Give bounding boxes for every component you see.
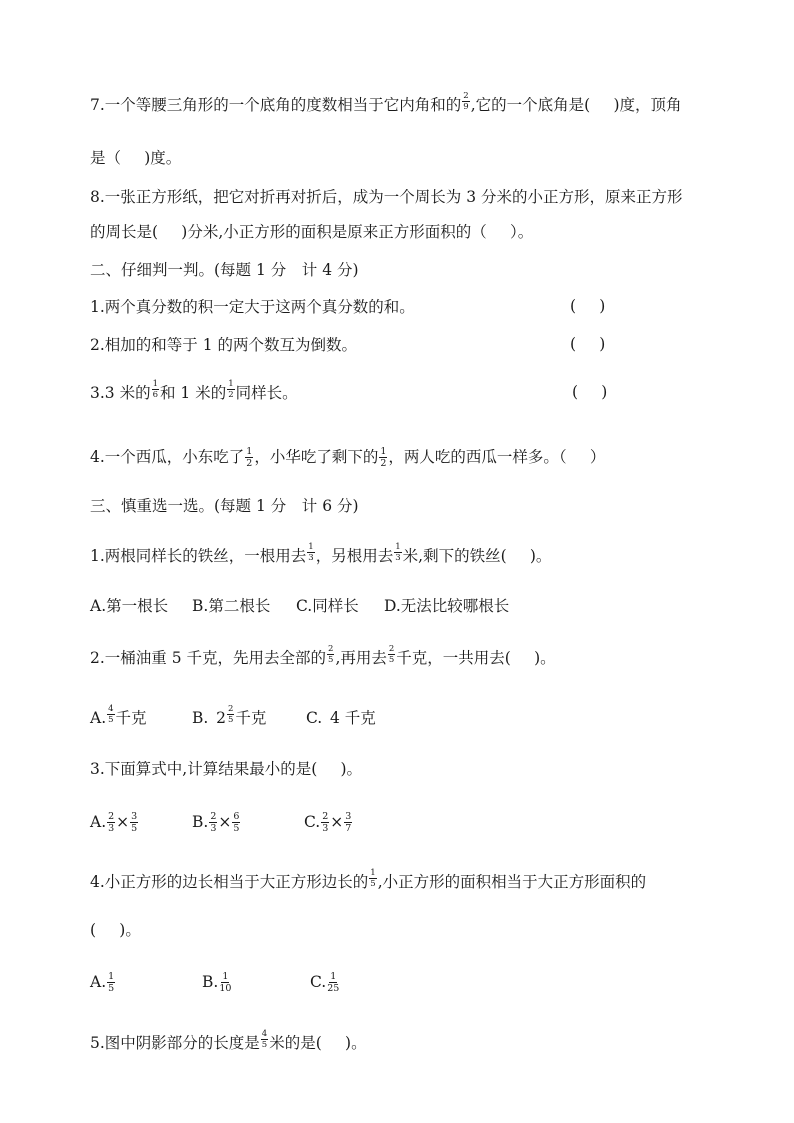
- q7-text-a: 7.一个等腰三角形的一个底角的度数相当于它内角和的: [90, 96, 462, 114]
- option-c: C. $\frac{2}{3}$ × $\frac{3}{7}$: [304, 810, 352, 834]
- times-sign: ×: [330, 813, 344, 831]
- option-c: C. $\frac{1}{25}$: [310, 970, 340, 994]
- option-b: B. 2 $\frac{2}{5}$ 千克: [192, 703, 267, 727]
- q7-line1: [90, 90, 682, 116]
- q8-line2: 的周长是( )分米,小正方形的面积是原来正方形面积的（ ）。: [90, 223, 534, 241]
- fraction: $\frac{3}{5}$: [131, 810, 138, 834]
- q7-text-b: ,它的一个底角是( )度，顶角: [470, 96, 682, 114]
- option-d: D.无法比较哪根长: [384, 597, 510, 615]
- option-c: C. 4 千克: [306, 709, 376, 727]
- fraction: $\frac{2}{5}$: [328, 643, 334, 665]
- times-sign: ×: [116, 813, 130, 831]
- fraction: $\frac{4}{5}$: [108, 703, 114, 725]
- fraction: $\frac{6}{5}$: [233, 810, 240, 834]
- fraction: $\frac{2}{5}$: [227, 703, 234, 725]
- fraction: $\frac{2}{3}$: [210, 810, 217, 834]
- sec3-q3: 3.下面算式中,计算结果最小的是( )。: [90, 760, 363, 778]
- times-sign: ×: [218, 813, 232, 831]
- fraction: $\frac{1}{6}$: [152, 378, 158, 400]
- option-c: C.同样长: [296, 597, 359, 615]
- fraction: $\frac{1}{2}$: [246, 445, 253, 469]
- q7-fraction: $\frac{2}{9}$: [463, 90, 469, 112]
- fraction: $\frac{3}{7}$: [345, 810, 352, 834]
- sec2-q1-answer: ( ): [570, 297, 606, 315]
- sec2-q2: 2.相加的和等于 1 的两个数互为倒数。: [90, 336, 358, 354]
- option-b: B. $\frac{1}{10}$: [202, 970, 232, 994]
- q7-line2: 是（ )度。: [90, 149, 182, 167]
- sec2-q3: 3.3 米的 $\frac{1}{6}$ 和 1 米的 $\frac{1}{2}$ 同样长。: [90, 378, 298, 402]
- sec3-q4-options: [90, 970, 340, 994]
- sec2-q3-answer: ( ): [572, 383, 608, 401]
- sec3-q4-line1: 4.小正方形的边长相当于大正方形边长的 $\frac{1}{5}$ ,小正方形的面积相当于大正方形面积的: [90, 867, 647, 891]
- fraction: $\frac{1}{2}$: [228, 378, 234, 400]
- fraction: $\frac{1}{3}$: [308, 541, 314, 563]
- option-a: A.第一根长: [90, 597, 169, 615]
- fraction: $\frac{1}{10}$: [219, 970, 232, 994]
- sec2-q1: 1.两个真分数的积一定大于这两个真分数的和。: [90, 298, 415, 316]
- sec3-q4-line2: ( )。: [90, 921, 141, 939]
- fraction: $\frac{4}{5}$: [261, 1028, 268, 1050]
- q8-line1: 8.一张正方形纸，把它对折再对折后，成为一个周长为 3 分米的小正方形，原来正方形: [90, 188, 683, 206]
- sec3-q1: 1.两根同样长的铁丝，一根用去 $\frac{1}{3}$ ，另根用去 $\frac{1}{3}$ 米,剩下的铁丝( )。: [90, 541, 552, 565]
- section3-title: 三、慎重选一选。(每题 1 分 计 6 分): [90, 497, 359, 515]
- option-a: A. $\frac{4}{5}$ 千克: [90, 703, 147, 727]
- sec3-q2: 2.一桶油重 5 千克，先用去全部的 $\frac{2}{5}$ ,再用去 $\frac{2}{5}$ 千克，一共用去( )。: [90, 643, 556, 667]
- fraction: $\frac{1}{25}$: [327, 970, 340, 994]
- sec2-q2-answer: ( ): [570, 335, 606, 353]
- section2-title: 二、仔细判一判。(每题 1 分 计 4 分): [90, 261, 359, 279]
- option-b: B.第二根长: [192, 597, 271, 615]
- fraction: $\frac{1}{5}$: [108, 970, 115, 994]
- fraction: $\frac{2}{5}$: [388, 643, 395, 665]
- option-b: B. $\frac{2}{3}$ × $\frac{6}{5}$: [192, 810, 240, 834]
- sec3-q2-options: [90, 703, 376, 729]
- sec3-q3-options: [90, 810, 352, 834]
- sec3-q5: 5.图中阴影部分的长度是 $\frac{4}{5}$ 米的是( )。: [90, 1028, 367, 1052]
- sec2-q4: 4.一个西瓜，小东吃了 $\frac{1}{2}$ ，小华吃了剩下的 $\frac{1}{2}$ ，两人吃的西瓜一样多。（ ）: [90, 445, 606, 469]
- fraction: $\frac{2}{3}$: [108, 810, 115, 834]
- fraction: $\frac{1}{3}$: [395, 541, 401, 563]
- sec3-q1-options: [90, 596, 510, 616]
- fraction: $\frac{1}{5}$: [370, 867, 376, 889]
- option-a: A. $\frac{2}{3}$ × $\frac{3}{5}$: [90, 810, 138, 834]
- fraction: $\frac{1}{2}$: [380, 445, 387, 469]
- fraction: $\frac{2}{3}$: [322, 810, 329, 834]
- option-a: A. $\frac{1}{5}$: [90, 970, 115, 994]
